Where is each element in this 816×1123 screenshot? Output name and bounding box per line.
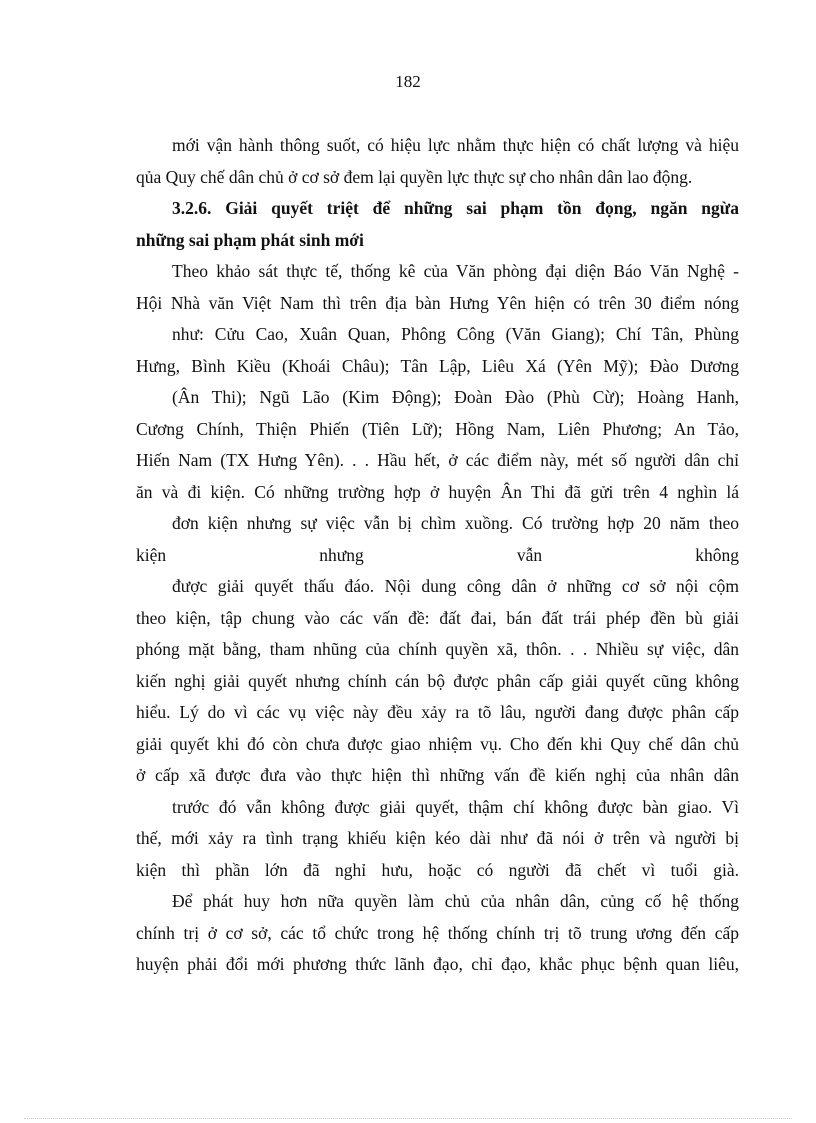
text-line: đơn kiện nhưng sự việc vẫn bị chìm xuồng. Có trường hợp 20 năm theo (172, 513, 739, 533)
footer-divider (24, 1118, 792, 1119)
text-line: (Ân Thi); Ngũ Lão (Kim Động); Đoàn Đào (Phù Cừ); Hoàng Hanh, (172, 387, 739, 407)
text-line: được giải quyết thấu đáo. Nội dung công dân ở những cơ sở nội cộm (172, 576, 739, 596)
page-number: 182 (395, 72, 421, 91)
text-line: ở cấp xã được đưa vào thực hiện thì những vấn đề kiến nghị của nhân dân (136, 765, 739, 785)
text-line: huyện phải đổi mới phương thức lãnh đạo, chỉ đạo, khắc phục bệnh quan liêu, (136, 954, 739, 974)
section-heading-line: 3.2.6. Giải quyết triệt để những sai phạm tồn đọng, ngăn ngừa (172, 198, 739, 218)
text-line: trước đó vẫn không được giải quyết, thậm chí không được bàn giao. Vì (172, 796, 739, 817)
text-line: chính trị ở cơ sở, các tổ chức trong hệ thống chính trị tõ trung ương đến cấp (136, 922, 739, 943)
text-line: qủa Quy chế dân chủ ở cơ sở đem lại quyền lực thực sự cho nhân dân lao động. (136, 166, 693, 187)
text-line: giải quyết khi đó còn chưa được giao nhiệm vụ. Cho đến khi Quy chế dân chủ (136, 733, 739, 754)
text-line: kiện thì phần lớn đã nghỉ hưu, hoặc có người đã chết vì tuổi già. (136, 859, 739, 880)
text-line: ăn và đi kiện. Có những trường hợp ở huyện Ân Thi đã gửi trên 4 nghìn lá (136, 481, 739, 502)
text-line: phóng mặt bằng, tham nhũng của chính quyền xã, thôn. . . Nhiều sự việc, dân (136, 639, 739, 659)
text-line: theo kiện, tập chung vào các vấn đề: đất đai, bán đất trái phép đền bù giải (136, 607, 739, 628)
text-line: Để phát huy hơn nữa quyền làm chủ của nhân dân, củng cố hệ thống (172, 891, 739, 911)
body-text (136, 130, 739, 981)
text-line: Hiến Nam (TX Hưng Yên). . . Hầu hết, ở các điểm này, mét số người dân chỉ (136, 450, 739, 470)
text-line: mới vận hành thông suốt, có hiệu lực nhằm thực hiện có chất lượng và hiệu (172, 135, 739, 155)
text-line: Hội Nhà văn Việt Nam thì trên địa bàn Hưng Yên hiện có trên 30 điểm nóng (136, 292, 739, 313)
text-line: hiểu. Lý do vì các vụ việc này đều xảy ra tõ lâu, người đang được phân cấp (136, 702, 739, 722)
text-line: Theo khảo sát thực tế, thống kê của Văn phòng đại diện Báo Văn Nghệ - (172, 261, 739, 281)
text-line: thế, mới xảy ra tình trạng khiếu kiện kéo dài như đã nói ở trên và người bị (136, 828, 739, 848)
text-line: như: Cửu Cao, Xuân Quan, Phông Công (Văn Giang); Chí Tân, Phùng (172, 324, 739, 344)
text-line: Cương Chính, Thiện Phiến (Tiên Lữ); Hồng Nam, Liên Phương; An Tảo, (136, 418, 739, 439)
text-line: Hưng, Bình Kiều (Khoái Châu); Tân Lập, Liêu Xá (Yên Mỹ); Đào Dương (136, 355, 739, 376)
text-line: kiến nghị giải quyết nhưng chính cán bộ được phân cấp giải quyết cũng không (136, 670, 739, 691)
text-line: kiện nhưng vẫn không (136, 544, 739, 565)
section-heading-line: những sai phạm phát sinh mới (136, 229, 364, 250)
